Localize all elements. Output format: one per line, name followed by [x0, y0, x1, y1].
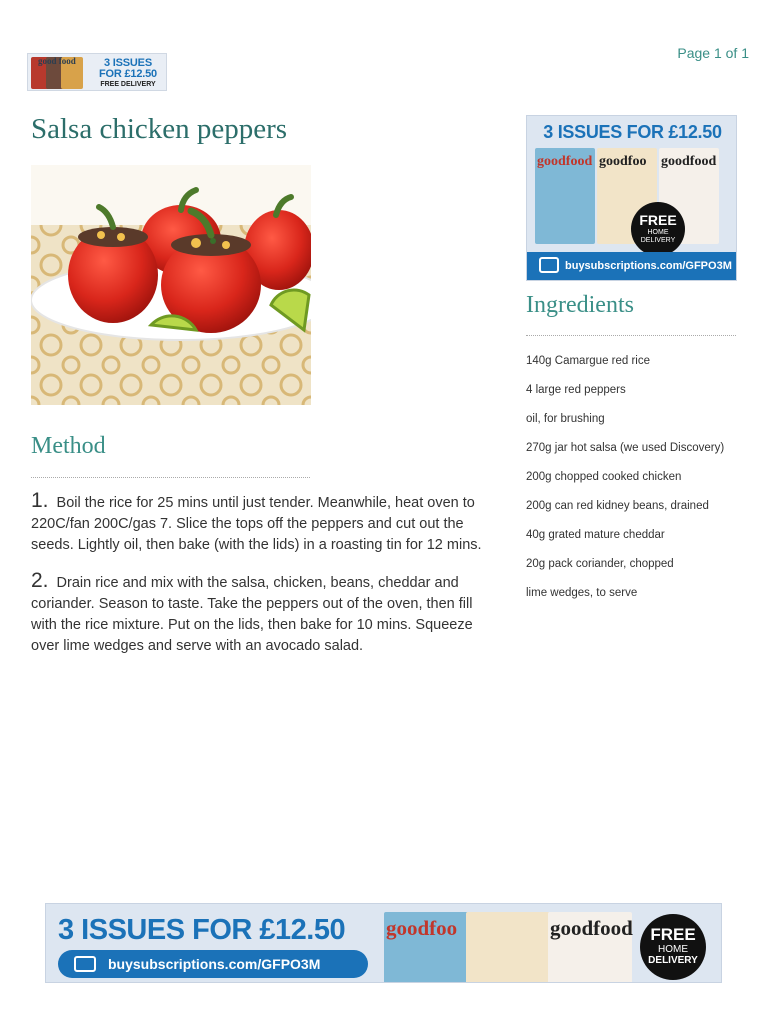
mini-banner-line3: FREE DELIVERY [100, 81, 156, 88]
ad-url[interactable]: buysubscriptions.com/GFPO3M [565, 260, 732, 272]
method-divider [31, 477, 310, 478]
magazine-logo: goodfood [537, 154, 593, 169]
ingredients-list [526, 352, 736, 613]
badge-line: DELIVERY [648, 955, 698, 966]
magazine-logo: goodfood [661, 154, 717, 169]
badge-line: DELIVERY [640, 237, 676, 244]
badge-line: HOME [658, 944, 688, 955]
magazine-logo: goodfoo [599, 154, 647, 169]
ingredients-heading: Ingredients [526, 292, 634, 318]
recipe-photo [31, 165, 311, 405]
ingredient-item: 200g chopped cooked chicken [526, 471, 682, 483]
page-indicator: Page 1 of 1 [677, 45, 749, 61]
method-heading: Method [31, 433, 106, 459]
badge-line: FREE [639, 212, 677, 228]
ad-title: 3 ISSUES FOR £12.50 [543, 122, 722, 142]
badge-line: FREE [650, 925, 696, 944]
banner-url-bar[interactable] [58, 950, 368, 978]
bottom-subscription-banner[interactable] [45, 903, 722, 983]
stuffed-peppers-image [31, 165, 311, 405]
method-step [31, 490, 493, 556]
ingredient-item: 20g pack coriander, chopped [526, 558, 674, 570]
laptop-icon [74, 956, 96, 972]
step-number: 2. [31, 569, 49, 592]
recipe-title: Salsa chicken peppers [31, 113, 288, 145]
mini-subscription-banner[interactable] [27, 53, 167, 91]
ingredient-item: 140g Camargue red rice [526, 355, 651, 367]
banner-title: 3 ISSUES FOR £12.50 [58, 914, 346, 946]
free-delivery-badge [631, 202, 685, 256]
magazine-logo: good food [38, 56, 76, 66]
magazine-logo: goodfood [550, 916, 633, 940]
banner-url[interactable]: buysubscriptions.com/GFPO3M [108, 956, 321, 972]
free-delivery-badge [640, 914, 706, 980]
mini-banner-line1: 3 ISSUES [104, 57, 152, 69]
ingredient-item: oil, for brushing [526, 413, 605, 425]
mini-banner-line2: FOR £12.50 [99, 68, 157, 80]
laptop-icon [539, 257, 559, 273]
ingredients-divider [526, 335, 736, 336]
badge-line: HOME [647, 229, 669, 236]
ingredient-item: 200g can red kidney beans, drained [526, 500, 709, 512]
method-step [31, 570, 493, 657]
ingredient-item: 4 large red peppers [526, 384, 626, 396]
ingredient-item: 270g jar hot salsa (we used Discovery) [526, 442, 725, 454]
side-subscription-ad[interactable] [526, 115, 737, 281]
step-text: Drain rice and mix with the salsa, chicken, beans, cheddar and coriander. Season to taste. Take the peppers out of the oven, then fill with the rice mixture. Put on the lids, then bake for 10 mins. Squeeze over lime wedges and serve with an avocado salad. [31, 575, 473, 654]
magazine-logo: goodfoo [386, 916, 458, 940]
step-text: Boil the rice for 25 mins until just tender. Meanwhile, heat oven to 220C/fan 200C/gas 7. Slice the tops off the peppers and cut out the seeds. Lightly oil, then bake (with the lids) in a roasting tin for 12 mins. [31, 495, 482, 553]
step-number: 1. [31, 489, 49, 512]
ingredient-item: lime wedges, to serve [526, 587, 638, 599]
ad-url-bar[interactable] [527, 252, 737, 280]
magazine-cover [466, 912, 550, 983]
ingredient-item: 40g grated mature cheddar [526, 529, 665, 541]
